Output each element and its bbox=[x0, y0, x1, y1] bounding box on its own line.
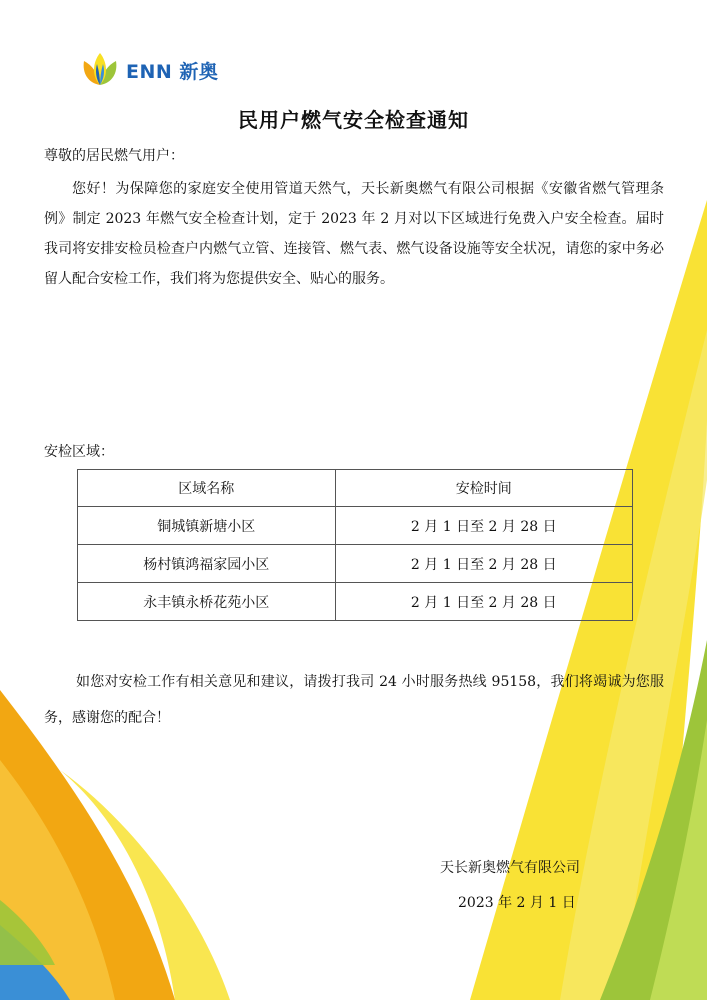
table-row bbox=[78, 583, 633, 621]
area-name-cell: 杨村镇鸿福家园小区 bbox=[78, 545, 336, 583]
table-row bbox=[78, 507, 633, 545]
salutation: 尊敬的居民燃气用户： bbox=[44, 148, 184, 164]
enn-flower-icon bbox=[80, 51, 120, 89]
column-header-time: 安检时间 bbox=[335, 470, 632, 507]
notice-date: 2023 年 2 月 1 日 bbox=[458, 895, 576, 911]
table-header-row bbox=[78, 470, 633, 507]
column-header-area: 区域名称 bbox=[78, 470, 336, 507]
notice-title: 民用户燃气安全检查通知 bbox=[238, 108, 469, 132]
closing-paragraph: 如您对安检工作有相关意见和建议，请拨打我司 24 小时服务热线 95158，我们将竭诚为您服务，感谢您的配合！ bbox=[44, 674, 664, 726]
company-logo bbox=[80, 50, 218, 90]
inspection-time-cell: 2 月 1 日至 2 月 28 日 bbox=[335, 507, 632, 545]
inspection-time-cell: 2 月 1 日至 2 月 28 日 bbox=[335, 583, 632, 621]
inspection-time-cell: 2 月 1 日至 2 月 28 日 bbox=[335, 545, 632, 583]
brand-name: ENN 新奥 bbox=[126, 60, 219, 83]
body-paragraph: 您好！为保障您的家庭安全使用管道天然气，天长新奥燃气有限公司根据《安徽省燃气管理条例》制定 2023 年燃气安全检查计划，定于 2023 年 2 月对以下区域进行免费入户安全检查。届时我司将安排安检员检查户内燃气立管、连接管、燃气表、燃气设备设施等安全状况，请您的家中务必留人配合安检工作，我们将为您提供安全、贴心的服务。 bbox=[44, 181, 664, 287]
area-name-cell: 永丰镇永桥花苑小区 bbox=[78, 583, 336, 621]
inspection-area-table bbox=[77, 469, 633, 621]
inspection-area-label: 安检区域： bbox=[44, 444, 114, 460]
area-name-cell: 铜城镇新塘小区 bbox=[78, 507, 336, 545]
table-row bbox=[78, 545, 633, 583]
company-signature: 天长新奥燃气有限公司 bbox=[440, 860, 580, 876]
